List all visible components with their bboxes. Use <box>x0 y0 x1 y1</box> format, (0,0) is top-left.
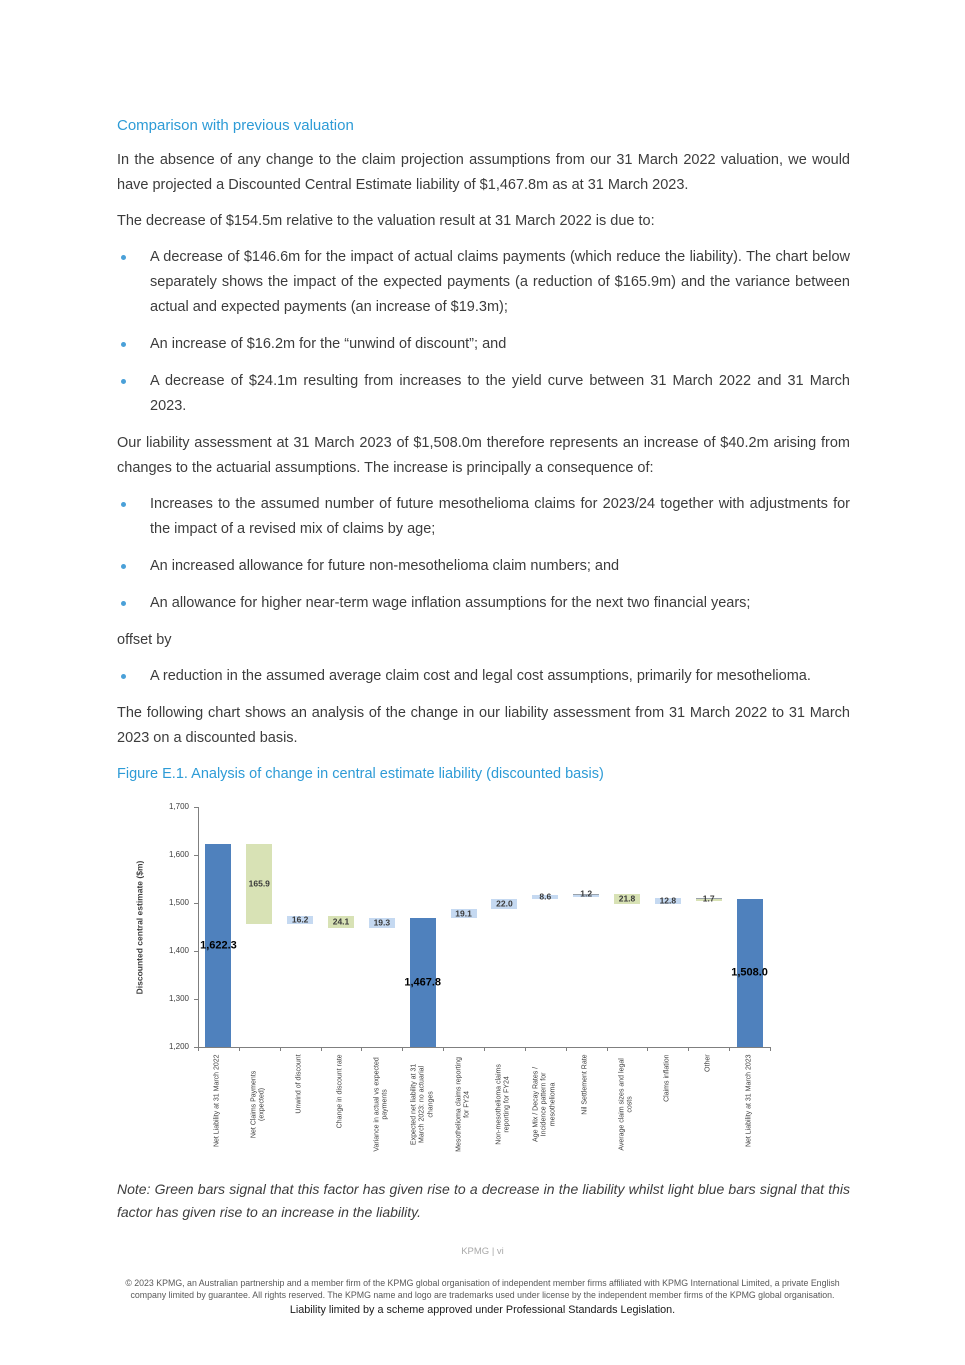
bullet-icon <box>121 601 126 606</box>
bullet-text: A decrease of $24.1m resulting from increases to the yield curve between 31 March 2022 and 31 March 2023. <box>150 373 850 414</box>
bullet-icon <box>121 255 126 260</box>
x-tick-mark <box>361 1047 362 1051</box>
list-item <box>117 332 850 357</box>
y-tick-mark <box>194 855 198 856</box>
x-axis-label <box>647 1054 688 1154</box>
bullet-text: Increases to the assumed number of future mesothelioma claims for 2023/24 together with adjustments for the impact of a revised mix of claims by age; <box>150 496 850 537</box>
y-axis-tick-label: 1,300 <box>168 994 189 1003</box>
x-axis-label <box>321 1054 362 1154</box>
x-tick-mark <box>321 1047 322 1051</box>
y-axis-tick-label: 1,700 <box>168 802 189 811</box>
x-axis-label-text: Mesothelioma claims reporting for FY24 <box>455 1056 471 1152</box>
y-axis-title: Discounted central estimate ($m) <box>134 860 145 995</box>
x-tick-mark <box>647 1047 648 1051</box>
y-axis-tick-label: 1,400 <box>168 946 189 955</box>
list-item <box>117 492 850 542</box>
bullet-list-offset <box>117 664 850 689</box>
list-item <box>117 664 850 689</box>
bar-value-label: 16.2 <box>291 914 309 925</box>
bar-value-label: 1,467.8 <box>404 976 442 989</box>
bullet-list-decreases <box>117 245 850 419</box>
y-tick-mark <box>194 807 198 808</box>
paragraph-offset-by: offset by <box>117 632 172 648</box>
x-axis-label-text: Unwind of discount <box>295 1053 303 1114</box>
bar-value-label: 24.1 <box>332 916 350 927</box>
list-item <box>117 369 850 419</box>
x-axis-label-text: Net Liability at 31 March 2022 <box>214 1053 222 1147</box>
x-axis-label-text: Age Mix / Decay Rates / Incidence pattern for mesothelioma <box>532 1066 557 1142</box>
x-tick-mark <box>198 1047 199 1051</box>
plot-area <box>198 807 771 1048</box>
figure-caption: Figure E.1. Analysis of change in central estimate liability (discounted basis) <box>117 766 604 782</box>
x-axis-label <box>566 1054 607 1154</box>
list-item <box>117 554 850 579</box>
x-tick-mark <box>402 1047 403 1051</box>
x-tick-mark <box>525 1047 526 1051</box>
bullet-icon <box>121 564 126 569</box>
bar-value-label: 1,508.0 <box>731 966 768 979</box>
liability-statement: Liability limited by a scheme approved under Professional Standards Legislation. <box>289 1304 676 1316</box>
y-axis-tick-label: 1,600 <box>168 850 189 859</box>
x-axis-label-text: Nil Settlement Rate <box>581 1053 589 1115</box>
paragraph-chart-lead: The following chart shows an analysis of the change in our liability assessment from 31 March 2022 to 31 March 2023 on a discounted basis. <box>117 705 850 746</box>
bullet-text: A reduction in the assumed average claim cost and legal cost assumptions, primarily for mesothelioma. <box>150 668 811 684</box>
section-heading: Comparison with previous valuation <box>117 117 354 134</box>
x-axis-label-text: Net Liability at 31 March 2023 <box>745 1053 753 1147</box>
x-tick-mark <box>443 1047 444 1051</box>
x-axis-label <box>607 1054 648 1154</box>
bar-value-label: 19.1 <box>455 908 472 919</box>
bullet-icon <box>121 379 126 384</box>
bar-value-label: 1,622.3 <box>200 939 237 952</box>
bullet-text: A decrease of $146.6m for the impact of actual claims payments (which reduce the liability). The chart below separately shows the impact of the expected payments (a reduction of $165.9m) and the variance between actual and expected payments (an increase of $19.3m); <box>150 249 850 315</box>
paragraph-decrease: The decrease of $154.5m relative to the valuation result at 31 March 2022 is due to: <box>117 213 655 229</box>
x-axis-label <box>198 1054 239 1154</box>
x-axis-label-text: Variance in actual vs expected payments <box>373 1056 389 1152</box>
paragraph-intro: In the absence of any change to the claim projection assumptions from our 31 March 2022 valuation, we would have projected a Discounted Central Estimate liability of $1,467.8m as at 31 March 2023. <box>117 152 850 193</box>
x-tick-mark <box>607 1047 608 1051</box>
bar-value-label: 8.6 <box>539 891 552 902</box>
x-tick-mark <box>484 1047 485 1051</box>
x-axis-label-text: Expected net liability at 31 March 2023: no actuarial changes <box>409 1063 434 1145</box>
bullet-icon <box>121 502 126 507</box>
y-axis-tick-label: 1,200 <box>168 1042 189 1051</box>
x-axis-label <box>361 1054 402 1154</box>
x-tick-mark <box>770 1047 771 1051</box>
bar-value-label: 19.3 <box>373 917 391 928</box>
waterfall-chart <box>130 796 850 1168</box>
bar-value-label: 21.8 <box>618 893 636 904</box>
y-tick-mark <box>194 951 198 952</box>
x-tick-mark <box>280 1047 281 1051</box>
paragraph-assessment: Our liability assessment at 31 March 2023 of $1,508.0m therefore represents an increase of $40.2m arising from changes to the actuarial assumptions. The increase is principally a consequence of: <box>117 435 850 476</box>
copyright-text: © 2023 KPMG, an Australian partnership and a member firm of the KPMG global organisation of independent member firms affiliated with KPMG International Limited, a private English company limited by guarantee. All rights reserved. The KPMG name and logo are trademarks used under license by the independent member firms of the KPMG global organisation. <box>125 1278 840 1300</box>
y-axis-tick-label: 1,500 <box>168 898 189 907</box>
x-tick-mark <box>239 1047 240 1051</box>
list-item <box>117 591 850 616</box>
page-footer <box>0 1246 965 1317</box>
bar-value-label: 1.7 <box>702 893 715 904</box>
bullet-text: An allowance for higher near-term wage inflation assumptions for the next two financial years; <box>150 595 751 611</box>
x-axis-label <box>239 1054 280 1154</box>
x-axis-label-text: Other <box>704 1053 712 1072</box>
y-tick-mark <box>194 903 198 904</box>
x-axis-label-text: Change in discount rate <box>336 1053 344 1128</box>
document-body <box>117 117 850 1224</box>
bar-value-label: 22.0 <box>496 898 513 909</box>
bullet-icon <box>121 674 126 679</box>
page-number: KPMG | vi <box>461 1246 504 1257</box>
bullet-list-increases <box>117 492 850 616</box>
x-tick-mark <box>688 1047 689 1051</box>
x-axis-label <box>280 1054 321 1154</box>
x-axis-label-text: Claims inflation <box>663 1053 671 1102</box>
x-axis-label <box>443 1054 484 1154</box>
x-tick-mark <box>729 1047 730 1051</box>
bar-value-label: 12.8 <box>659 895 677 906</box>
x-axis-label <box>484 1054 525 1154</box>
bar-value-label: 1.2 <box>580 888 593 899</box>
chart-note: Note: Green bars signal that this factor has given rise to a decrease in the liability whilst light blue bars signal that this factor has given rise to an increase in the liability. <box>117 1181 850 1220</box>
x-axis-label <box>729 1054 770 1154</box>
x-tick-mark <box>566 1047 567 1051</box>
x-axis-label-text: Non-mesothelioma claims reporting for FY24 <box>495 1063 512 1145</box>
y-tick-mark <box>194 999 198 1000</box>
list-item <box>117 245 850 320</box>
bullet-text: An increased allowance for future non-mesothelioma claim numbers; and <box>150 558 620 574</box>
x-axis-label-text: Average claim sizes and legal costs <box>618 1057 634 1151</box>
x-axis-label <box>525 1054 566 1154</box>
bar-value-label: 165.9 <box>248 878 270 889</box>
bullet-icon <box>121 342 126 347</box>
x-axis-label <box>688 1054 729 1154</box>
x-axis-label <box>402 1054 443 1154</box>
bullet-text: An increase of $16.2m for the “unwind of discount”; and <box>150 336 507 352</box>
x-axis-label-text: Net Claims Payments (expected) <box>250 1070 267 1138</box>
